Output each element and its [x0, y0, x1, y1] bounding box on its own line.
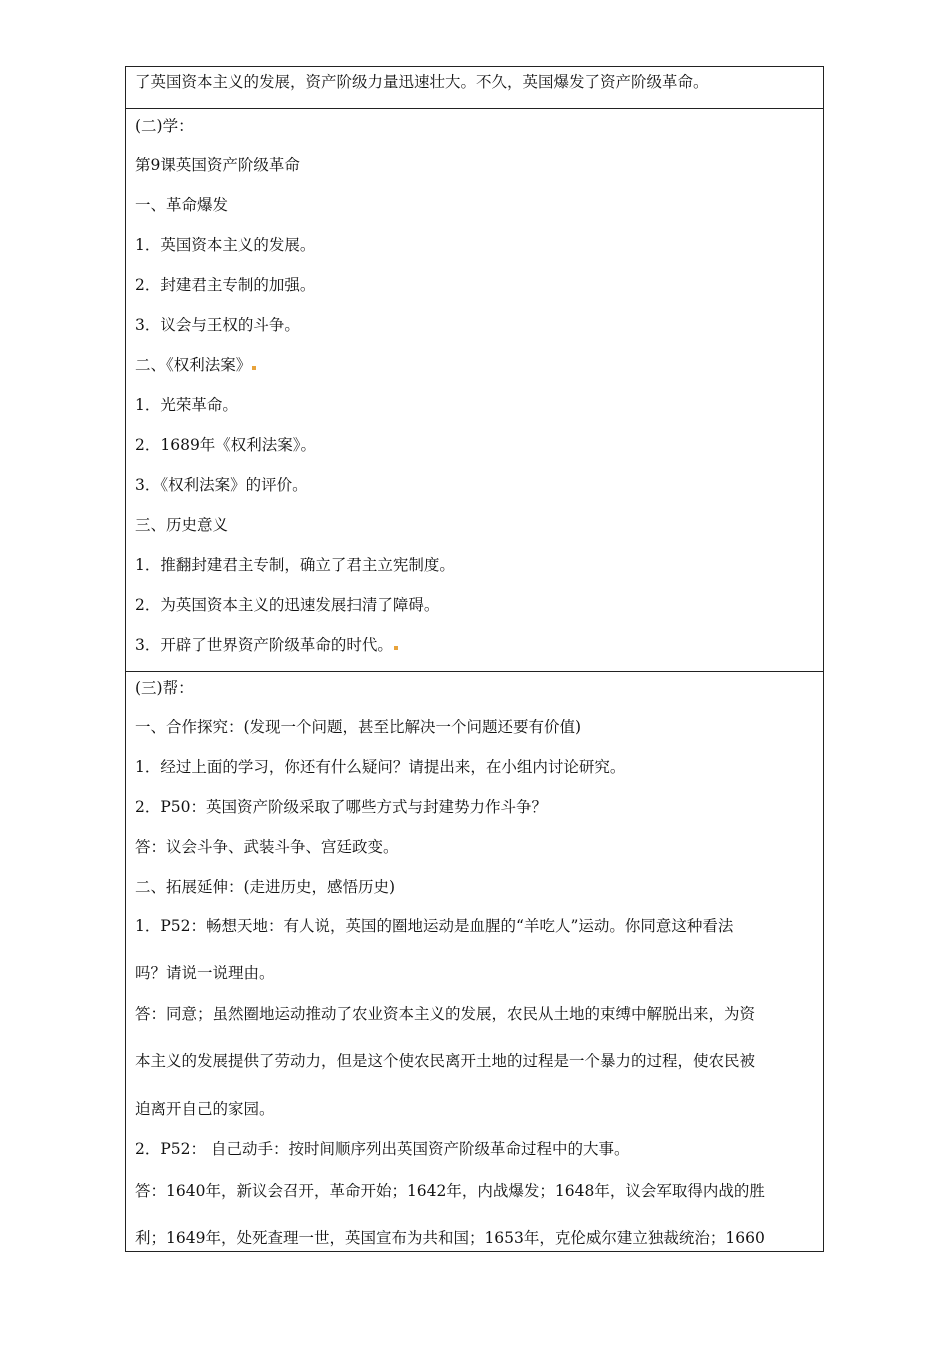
section-heading-learn: (二)学：: [135, 117, 194, 135]
outline-item: 3．议会与王权的斗争。: [135, 316, 300, 334]
outline-heading-1: 一、革命爆发: [135, 196, 229, 214]
question-item: 2．P50：英国资产阶级采取了哪些方式与封建势力作斗争？: [135, 798, 548, 816]
question-continuation: 吗？请说一说理由。: [135, 964, 275, 982]
marker-dot: [252, 366, 256, 370]
answer-text: 利；1649年，处死查理一世，英国宣布为共和国；1653年，克伦威尔建立独裁统治；1660: [135, 1229, 765, 1247]
answer-text: 迫离开自己的家园。: [135, 1100, 275, 1118]
outline-heading-2: [135, 355, 257, 375]
answer-text: 本主义的发展提供了劳动力，但是这个使农民离开土地的过程是一个暴力的过程，使农民被: [135, 1052, 756, 1070]
outline-item-text: 3．开辟了世界资产阶级革命的时代。: [135, 636, 393, 654]
question-item: 2．P52： 自己动手：按时间顺序列出英国资产阶级革命过程中的大事。: [135, 1140, 630, 1158]
outline-item: 2．1689年《权利法案》。: [135, 436, 317, 454]
outline-item: 1．推翻封建君主专制，确立了君主立宪制度。: [135, 556, 455, 574]
question-item: 1．经过上面的学习，你还有什么疑问？请提出来，在小组内讨论研究。: [135, 758, 626, 776]
outline-item: [135, 635, 399, 655]
question-item: 1．P52：畅想天地：有人说，英国的圈地运动是血腥的“羊吃人”运动。你同意这种看法: [135, 917, 734, 935]
outline-item: 1．英国资本主义的发展。: [135, 236, 316, 254]
subsection-heading: 一、合作探究：(发现一个问题，甚至比解决一个问题还要有价值): [135, 718, 582, 736]
marker-dot: [394, 646, 398, 650]
table-cell-learn: [125, 108, 824, 672]
section-heading-help: (三)帮：: [135, 679, 194, 697]
intro-text: 了英国资本主义的发展，资产阶级力量迅速壮大。不久，英国爆发了资产阶级革命。: [135, 73, 709, 91]
outline-item: 2．封建君主专制的加强。: [135, 276, 316, 294]
answer-text: 答：议会斗争、武装斗争、宫廷政变。: [135, 838, 399, 856]
outline-item: 1．光荣革命。: [135, 396, 238, 414]
answer-text: 答：同意；虽然圈地运动推动了农业资本主义的发展，农民从土地的束缚中解脱出来，为资: [135, 1005, 756, 1023]
subsection-heading: 二、拓展延伸：(走进历史，感悟历史): [135, 878, 396, 896]
outline-heading-3: 三、历史意义: [135, 516, 229, 534]
outline-item: 3．《权利法案》的评价。: [135, 476, 308, 494]
lesson-title: 第9课英国资产阶级革命: [135, 156, 300, 174]
outline-heading-2-text: 二、《权利法案》: [135, 356, 252, 374]
outline-item: 2．为英国资本主义的迅速发展扫清了障碍。: [135, 596, 440, 614]
answer-text: 答：1640年，新议会召开，革命开始；1642年，内战爆发；1648年，议会军取得内战的胜: [135, 1182, 765, 1200]
